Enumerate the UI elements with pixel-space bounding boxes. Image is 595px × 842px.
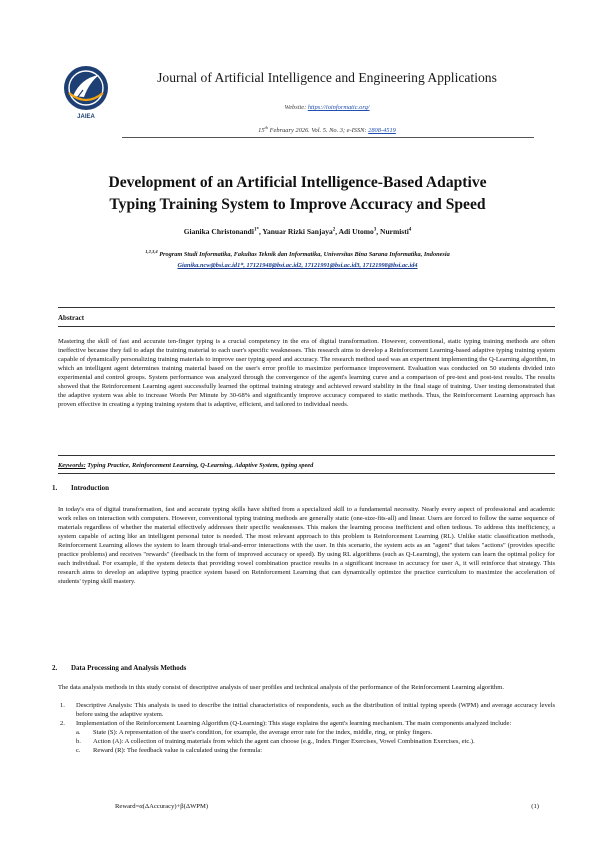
issn-link[interactable]: 2808-4519 (368, 127, 396, 135)
abstract-bottom-rule (58, 455, 555, 456)
methods-list (58, 701, 555, 755)
list-item-text: Descriptive Analysis: This analysis is used to describe the initial characteristics of respondents, such as the distribution of initial typing speeds (WPM) and average accuracy levels before using the adaptive system. (76, 702, 555, 719)
section-number: 1. (52, 484, 58, 492)
section-title: Introduction (71, 484, 109, 492)
methods-intro-text: The data analysis methods in this study consist of descriptive analysis of user profiles and technical analysis of the performance of the Reinforcement Learning algorithm. (58, 684, 504, 691)
journal-title: Journal of Artificial Intelligence and Engineering Applications (157, 70, 497, 85)
list-item (58, 701, 555, 719)
formula-expression: Reward=α(ΔAccuracy)+β(ΔWPM) (115, 803, 209, 810)
list-item-text: Reward (R): The feedback value is calculated using the formula: (93, 747, 263, 755)
abstract-top-rule (58, 307, 555, 308)
list-marker: 1. (60, 702, 65, 709)
list-marker: 2. (60, 720, 65, 728)
author-name: Adi Utomo (338, 227, 374, 236)
list-marker: b. (76, 738, 81, 746)
abstract-heading-rule (58, 326, 555, 327)
keywords-rule (58, 473, 555, 474)
abstract-heading: Abstract (58, 314, 85, 322)
keywords-text: Typing Practice, Reinforcement Learning, Q-Learning, Adaptive System, typing speed (85, 462, 314, 469)
affiliation-sup: 1,2,3,4 (145, 249, 158, 254)
email-links[interactable]: Gianika.ncw@bsi.ac.id1*, 17121948@bsi.ac.id2, 17121991@bsi.ac.id3, 17121998@bsi.ac.id4 (177, 262, 418, 269)
paper-title-line-2: Typing Training System to Improve Accuracy and Speed (109, 196, 486, 213)
affiliation-text: Program Studi Informatika, Fakultas Teknik dan Informatika, Universitas Bina Sarana Informatika, Indonesia (157, 251, 450, 259)
issue-details: February 2026. Vol. 5. No. 3; e-ISSN: (268, 127, 369, 135)
formula-number: (1) (531, 803, 539, 810)
abstract-text: Mastering the skill of fast and accurate ten-finger typing is a crucial competency in the era of digital transformation. However, conventional, static typing training methods are often ineffective because they fail to adapt the training material to each user's specific weaknesses. This research aims to develop a Reinforcement Learning-based adaptive typing training system capable of dynamically personalizing training materials to improve user typing speed and accuracy. The research method used was an experiment implementing the Q-Learning algorithm, in which an intelligent agent determines training material based on the user's error profile to maximize performance improvement. Evaluation was conducted on 50 students divided into experimental and control groups. System performance was analyzed through the convergence of the agent's learning curve and a comparison of pre-test and post-test results. The results showed that the Reinforcement Learning agent successfully learned the optimal training strategy and achieved reward stability in the final stage of training. User testing demonstrated that the adaptive system was able to increase Words Per Minute by 30-68% and significantly improve accuracy compared to static methods. Thus, the Reinforcement Learning approach has proven effective in creating a typing training system that is adaptive, efficient, and tailored to individual needs. (58, 338, 555, 409)
issue-day: 15 (258, 127, 265, 135)
author-name: Nurmisti (380, 227, 409, 236)
introduction-text: In today's era of digital transformation, fast and accurate typing skills have shifted from a specialized skill to a fundamental necessity. Nearly every aspect of professional and academic work relies on interaction with computers. However, conventional typing training methods are generally static (one-size-fits-all) and linear. Users are forced to follow the same sequence of materials regardless of whether the material effectively addresses their specific weaknesses. This makes the learning process inefficient and often tedious. To address this inefficiency, a system capable of acting like an intelligent personal tutor is needed. The most relevant approach to this problem is Reinforcement Learning (RL). Unlike static classification methods, Reinforcement Learning allows the system to learn through trial-and-error interactions with the user. In this scenario, the system acts as an "agent" that takes "actions" (provides specific practice problems) and receives "rewards" (feedback in the form of improved accuracy or speed). By using RL algorithms (such as Q-Learning), the system can learn the optimal policy for each individual. For example, if the system detects that providing vowel combination practice results in a significant increase in accuracy for user A, it will reinforce that strategy. This research aims to develop an adaptive typing practice system based on Reinforcement Learning that can dynamically optimize the practice curriculum to maximize the acceleration of students' typing skill mastery. (58, 506, 555, 586)
list-item (58, 719, 555, 728)
author-sup: 2 (332, 227, 336, 233)
list-item (58, 737, 555, 746)
author-name: Gianika Christonandi (183, 227, 254, 236)
section-number: 2. (52, 664, 58, 672)
list-marker: a. (76, 729, 81, 737)
keywords (58, 462, 555, 469)
paper-title (40, 172, 555, 216)
website-line (122, 104, 532, 111)
section-heading-introduction (52, 484, 109, 492)
paper-title-line-1: Development of an Artificial Intelligence-Based Adaptive (108, 174, 487, 191)
section-title: Data Processing and Analysis Methods (71, 664, 187, 672)
list-item-text: Implementation of the Reinforcement Learning Algorithm (Q-Learning): This stage explains the agent's learning mechanism. The main components analyzed include: (76, 720, 512, 728)
list-item-text: Action (A): A collection of training materials from which the agent can choose (e.g., Index Finger Exercises, Vowel Combination Exercises, etc.). (93, 738, 475, 746)
keywords-label: Keywords: (58, 462, 86, 469)
section-heading-methods (52, 664, 186, 672)
list-item-text: State (S): A representation of the user's condition, for example, the average error rate for the index, middle, ring, or pinky fingers. (93, 729, 433, 737)
author-name: Yanuar Rizki Sanjaya (262, 227, 333, 236)
author-sup: 3 (373, 227, 377, 233)
list-marker: c. (76, 747, 81, 755)
website-label: Website: (284, 104, 308, 111)
header-divider (122, 137, 534, 138)
issue-day-suffix: th (264, 125, 269, 130)
list-item (58, 728, 555, 737)
list-item (58, 746, 555, 755)
author-emails (40, 262, 555, 269)
author-sup: 1* (253, 227, 259, 233)
website-link[interactable]: https://ioinformatic.org/ (307, 104, 370, 111)
issue-line (122, 125, 532, 134)
author-list: Gianika Christonandi$^{1*}$, Yanuar Rizki Sanjaya$^2$, Adi Utomo$^3$, Nurmisti$^4$ (183, 227, 412, 236)
reward-formula (58, 803, 555, 813)
logo-text: JAIEA (77, 114, 95, 120)
affiliation (40, 249, 555, 258)
author-sup: 4 (408, 227, 412, 233)
journal-logo-icon (59, 63, 114, 121)
